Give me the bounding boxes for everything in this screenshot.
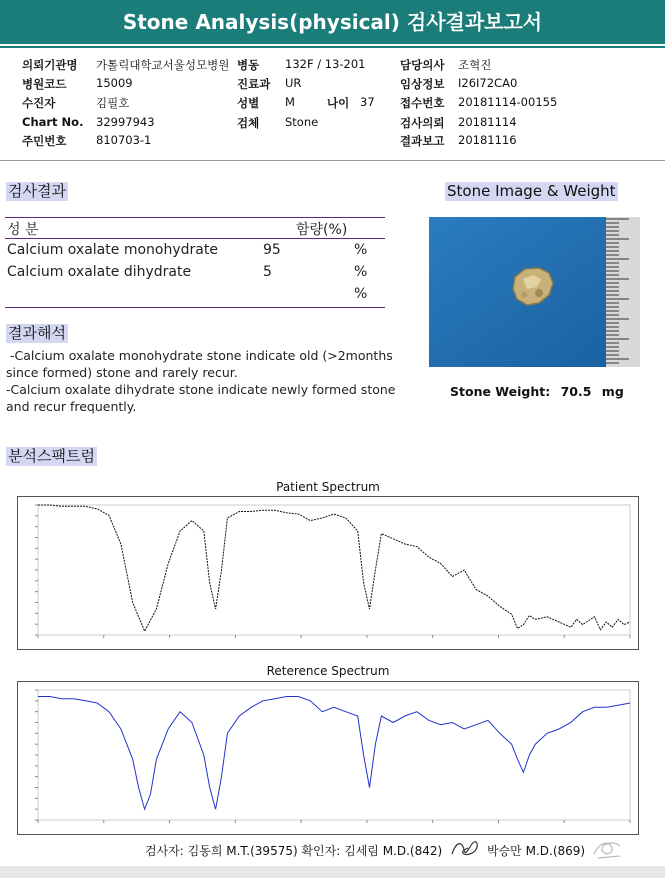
results-bottom-line [5,307,385,308]
spectrum-line [38,505,630,631]
value-requesting-institution: 가톨릭대학교서울성모병원 [96,58,230,72]
signature-1 [448,836,484,862]
label-clinical-info: 임상정보 [400,77,445,91]
stone-photo-graphic [429,217,640,367]
spectrum-line [38,697,630,810]
interpretation-text [6,347,426,415]
stone-weight-label: Stone Weight: [450,384,551,399]
value-test-request: 20181114 [458,115,517,129]
label-ward: 병동 [237,58,260,72]
plot-area [38,690,630,820]
label-requesting-institution: 의뢰기관명 [22,58,78,72]
reference-spectrum-chart [17,681,639,835]
report-title: Stone Analysis(physical) 검사결과보고서 [0,0,665,44]
signature-2 [590,834,626,862]
stone-photo [429,217,640,367]
results-heading: 검사결과 [8,182,66,200]
interpretation-line-3: -Calcium oxalate dihydrate stone indicate newly formed stone [6,382,396,397]
col-content: 함량(%) [296,222,348,238]
col-component: 성 분 [7,222,39,238]
label-test-request: 검사의뢰 [400,116,445,130]
image-heading: Stone Image & Weight [447,182,616,200]
stone-weight [450,384,624,399]
value-doctor: 조혁진 [458,58,492,72]
patient-spectrum-chart [17,496,639,650]
label-doctor: 담당의사 [400,58,445,72]
label-result-report: 결과보고 [400,134,445,148]
label-resident-number: 주민번호 [22,134,67,148]
result-unit-3: % [354,286,368,302]
interpretation-line-4: and recur frequently. [6,399,137,414]
info-block [0,56,665,156]
result-name-1: Calcium oxalate monohydrate [7,242,218,258]
label-age: 나이 [327,96,350,110]
interpretation-heading: 결과해석 [8,324,66,342]
value-specimen: Stone [285,115,319,129]
info-divider [0,160,665,161]
interpretation-line-1: -Calcium oxalate monohydrate stone indicate old (>2months [6,348,393,363]
results-top-line [5,217,385,218]
label-patient: 수진자 [22,96,56,110]
value-hospital-code: 15009 [96,76,133,90]
label-department: 진료과 [237,77,271,91]
label-specimen: 검체 [237,116,260,130]
footer-signers: 검사자: 김동희 M.T.(39575) 확인자: 김세림 M.D.(842) [145,844,443,858]
result-value-2: 5 [263,264,272,280]
spectrum-heading: 분석스팩트럼 [8,447,95,465]
interpretation-line-2: since formed) stone and rarely recur. [6,365,238,380]
label-sex: 성별 [237,96,260,110]
value-result-report: 20181116 [458,133,517,147]
result-unit-1: % [354,242,368,258]
label-hospital-code: 병원코드 [22,77,67,91]
value-department: UR [285,76,302,90]
stone-weight-value: 70.5 [560,384,592,399]
value-receipt-number: 20181114-00155 [458,95,558,109]
result-unit-2: % [354,264,368,280]
result-value-1: 95 [263,242,281,258]
plot-area [38,505,630,635]
label-receipt-number: 접수번호 [400,96,445,110]
value-age: 37 [360,95,375,109]
results-header-line [5,238,385,239]
reference-spectrum-svg [18,682,638,834]
value-ward: 132F / 13-201 [285,57,366,71]
value-patient: 김필호 [96,96,130,110]
value-resident-number: 810703-1 [96,133,152,147]
bottom-band [0,866,665,878]
value-chart-no: 32997943 [96,115,155,129]
value-sex: M [285,95,295,109]
label-chart-no: Chart No. [22,115,84,129]
patient-spectrum-title: Patient Spectrum [276,480,380,494]
patient-spectrum-svg [18,497,638,649]
value-clinical-info: I26I72CA0 [458,76,518,90]
stone-weight-unit: mg [601,384,624,399]
header-divider [0,46,665,48]
result-name-2: Calcium oxalate dihydrate [7,264,192,280]
reference-spectrum-title: Reterence Spectrum [266,664,390,678]
footer-signer-2: 박승만 M.D.(869) [487,844,586,858]
